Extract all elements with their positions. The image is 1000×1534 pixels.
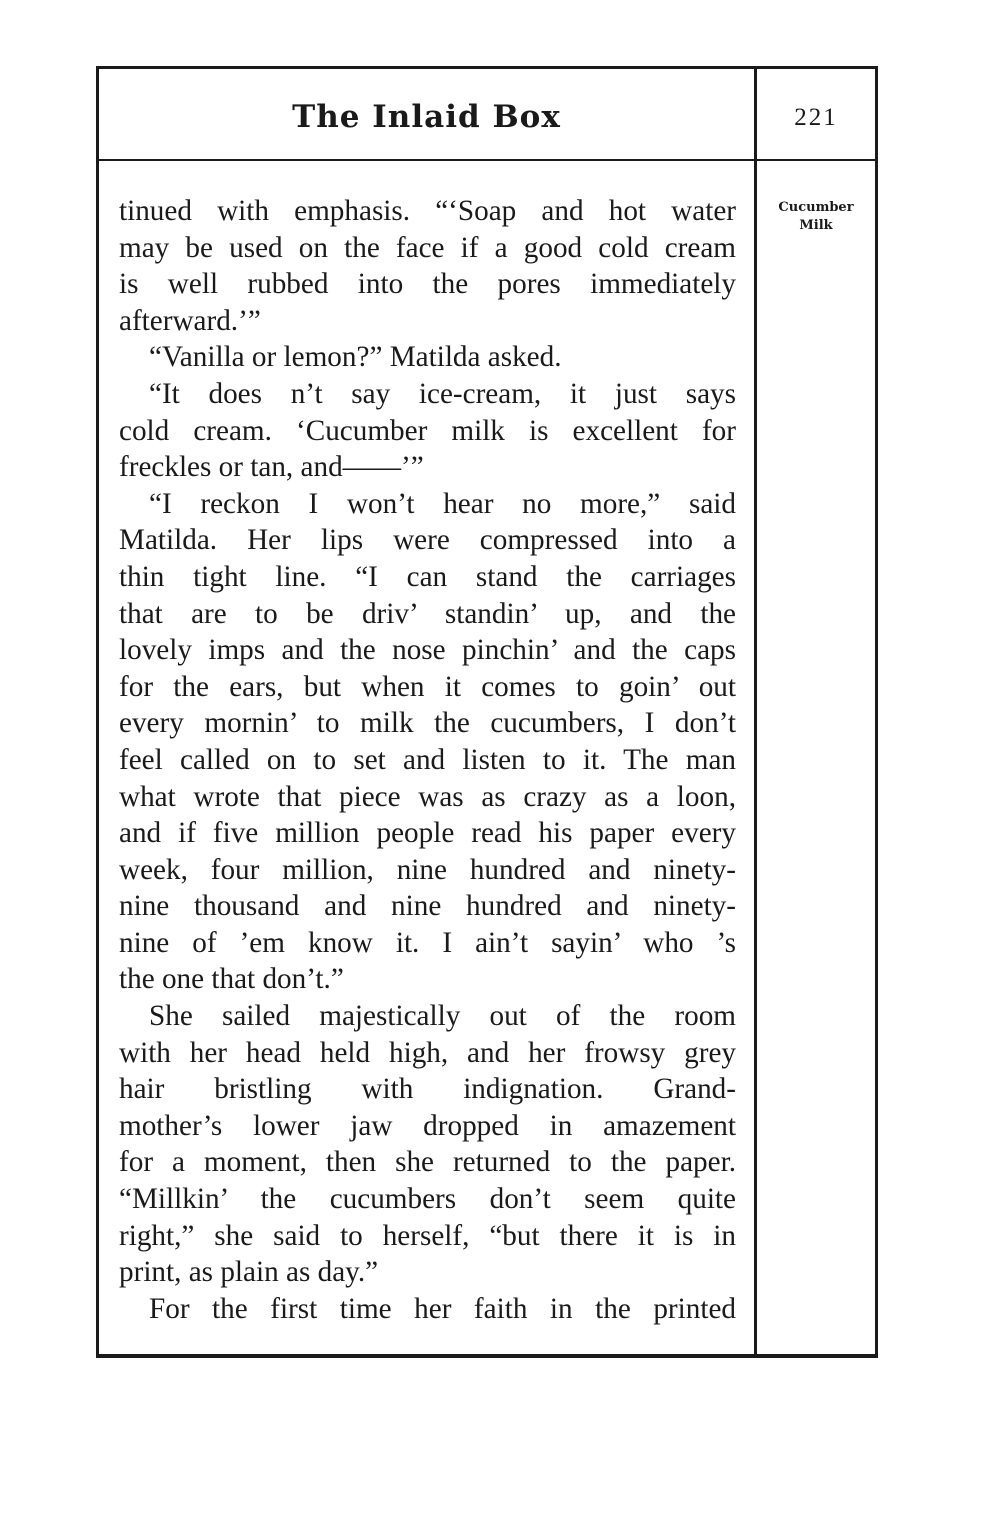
text-line: cold cream. ‘Cucumber milk is excellent for [119,414,736,447]
text-line: “I reckon I won’t hear no more,” said [149,487,736,520]
text-line: nine of ’em know it. I ain’t sayin’ who ’s [119,926,736,959]
margin-note-line-2: Milk [799,218,833,233]
header-divider [99,159,875,161]
text-line: week, four million, nine hundred and ninety- [119,853,736,886]
page-number: 221 [794,104,838,131]
page-frame [96,66,878,1358]
text-line: “Millkin’ the cucumbers don’t seem quite [119,1183,736,1216]
text-line: tinued with emphasis. “‘Soap and hot water [119,195,736,227]
text-line: hair bristling with indignation. Grand- [119,1073,736,1106]
text-line: may be used on the face if a good cold cream [119,231,736,264]
text-line: lovely imps and the nose pinchin’ and the caps [119,634,736,667]
text-line: that are to be driv’ standin’ up, and the [119,597,736,630]
text-line: For the first time her faith in the printed [149,1292,736,1325]
text-line: Matilda. Her lips were compressed into a [119,524,736,557]
text-line: right,” she said to herself, “but there it is in [119,1219,736,1252]
text-line: the one that don’t.” [119,963,344,996]
margin-note-line-1: Cucumber [778,200,854,215]
body-text [119,193,736,1327]
text-line: print, as plain as day.” [119,1256,379,1289]
text-line: She sailed majestically out of the room [149,1000,736,1033]
text-line: and if five million people read his paper every [119,817,736,850]
text-line: feel called on to set and listen to it. The man [119,743,736,776]
text-line: freckles or tan, and——’” [119,451,424,484]
text-line: for a moment, then she returned to the paper. [119,1146,736,1179]
text-line: afterward.’” [119,304,261,337]
text-line: mother’s lower jaw dropped in amazement [119,1109,736,1142]
text-line: nine thousand and nine hundred and ninety- [119,890,736,923]
margin-note [757,199,875,235]
text-line: “It does n’t say ice-cream, it just says [149,377,736,410]
running-head: The Inlaid Box [292,99,561,135]
text-line: with her head held high, and her frowsy grey [119,1036,736,1069]
text-line: is well rubbed into the pores immediately [119,268,736,301]
text-line: thin tight line. “I can stand the carriages [119,560,736,593]
margin-divider [754,69,757,1354]
text-line: “Vanilla or lemon?” Matilda asked. [149,341,562,374]
text-line: for the ears, but when it comes to goin’ out [119,670,736,703]
text-line: every mornin’ to milk the cucumbers, I don’t [119,707,736,740]
text-line: what wrote that piece was as crazy as a loon, [119,780,736,813]
